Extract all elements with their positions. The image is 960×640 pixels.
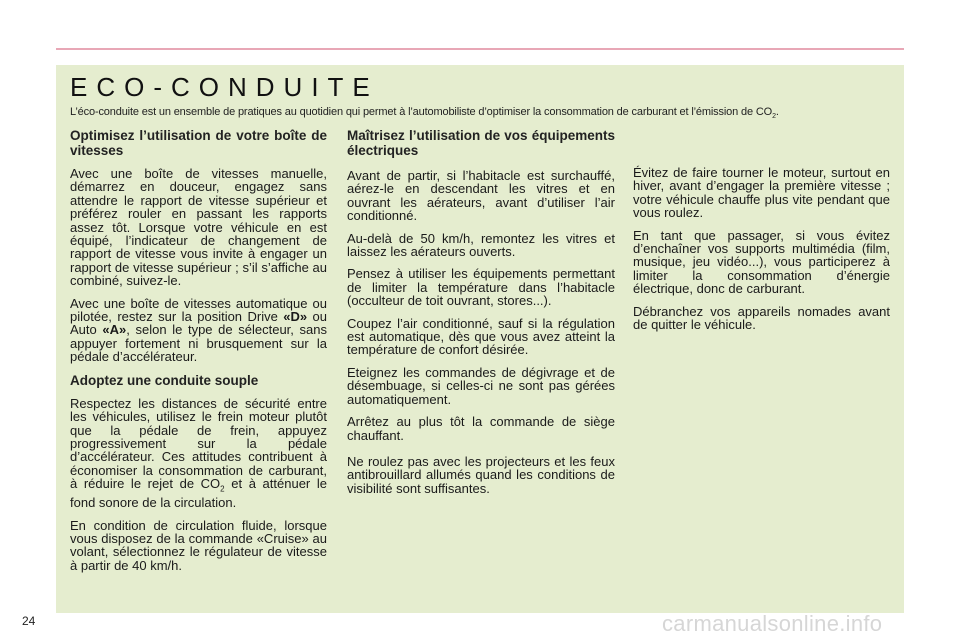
text-span: Avec une boîte de vitesses automatique ou pilotée, restez sur la position Drive <box>70 295 327 325</box>
paragraph: En tant que passager, si vous évitez d’enchaîner vos supports multimédia (film, musique, jeu vidéo...), vous participerez à limiter la consommation d’énergie électrique, donc de carburant. <box>633 227 890 297</box>
paragraph-automatic-gearbox <box>70 297 327 364</box>
intro-subscript: 2 <box>772 113 776 121</box>
paragraph: Évitez de faire tourner le moteur, surtout en hiver, avant d’engager la première vitesse ; votre véhicule chauffe plus vite pendant que vous roulez. <box>633 165 890 221</box>
paragraph-cruise-control: En condition de circulation fluide, lorsque vous disposez de la commande «Cruise» au volant, sélectionnez le régulateur de vitesse à partir de 40 km/h. <box>70 517 327 573</box>
section-heading-electrical: Maîtrisez l’utilisation de vos équipements électriques <box>347 128 615 158</box>
paragraph: Eteignez les commandes de dégivrage et de désembuage, si celles-ci ne sont pas gérées automatiquement. <box>347 364 615 407</box>
page-number: 24 <box>22 614 36 628</box>
intro-text <box>70 106 779 120</box>
section-heading-smooth-driving: Adoptez une conduite souple <box>70 372 259 388</box>
paragraph: Au-delà de 50 km/h, remontez les vitres et laissez les aérateurs ouverts. <box>347 230 615 260</box>
column-1 <box>70 128 327 581</box>
paragraph-manual-gearbox: Avec une boîte de vitesses manuelle, démarrez en douceur, engagez sans attendre le rapport de vitesse supérieur et préférez rouler en passant les rapports assez tôt. Lorsque votre véhicule en est équipé, l’indicateur de changement de rapport de vitesse vous invite à engager un rapport de vitesse supérieur ; s’il s’affiche au combiné, suivez-le. <box>70 166 327 289</box>
intro-main: L’éco-conduite est un ensemble de pratiques au quotidien qui permet à l’automobiliste d’optimiser la consommation de carburant et l’émission de CO <box>70 106 773 118</box>
paragraph: Arrêtez au plus tôt la commande de siège chauffant. <box>347 414 615 443</box>
text-span: ou Auto <box>70 309 328 338</box>
text-span: et à atténuer le fond sonore de la circulation. <box>70 476 327 511</box>
watermark-text: carmanualsonline.info <box>662 611 883 636</box>
page-title: ECO-CONDUITE <box>70 72 379 102</box>
intro-end: . <box>775 106 779 118</box>
column-3 <box>633 166 890 340</box>
text-span: , selon le type de sélecteur, sans appuyer fortement ni brusquement sur la pédale d’accélérateur. <box>70 322 327 365</box>
paragraph-safety-distance <box>70 397 327 510</box>
co2-subscript: 2 <box>220 484 225 494</box>
drive-mode-label: «D» <box>283 309 308 325</box>
auto-mode-label: «A» <box>102 322 127 338</box>
paragraph: Ne roulez pas avec les projecteurs et les feux antibrouillard allumés quand les conditions de visibilité sont suffisantes. <box>347 453 615 496</box>
paragraph: Pensez à utiliser les équipements permettant de limiter la température dans l’habitacle (occulteur de toit ouvrant, stores...). <box>347 266 615 309</box>
paragraph: Coupez l’air conditionné, sauf si la régulation est automatique, dès que vous avez atteint la température de confort désirée. <box>347 315 615 358</box>
top-divider <box>56 48 904 50</box>
column-2 <box>347 128 615 504</box>
text-span: Respectez les distances de sécurité entre les véhicules, utilisez le frein moteur plutôt que la pédale de frein, appuyez progressivement sur la pédale d’accélérateur. Ces attitudes contribuent à économiser la consommation de carburant, à réduire le rejet de CO <box>70 395 327 492</box>
section-heading-gearbox: Optimisez l’utilisation de votre boîte de vitesses <box>70 128 327 158</box>
paragraph: Débranchez vos appareils nomades avant de quitter le véhicule. <box>633 303 890 333</box>
paragraph: Avant de partir, si l’habitacle est surchauffé, aérez-le en descendant les vitres et en ouvrant les aérateurs, avant d’utiliser l’air conditionné. <box>347 168 615 224</box>
